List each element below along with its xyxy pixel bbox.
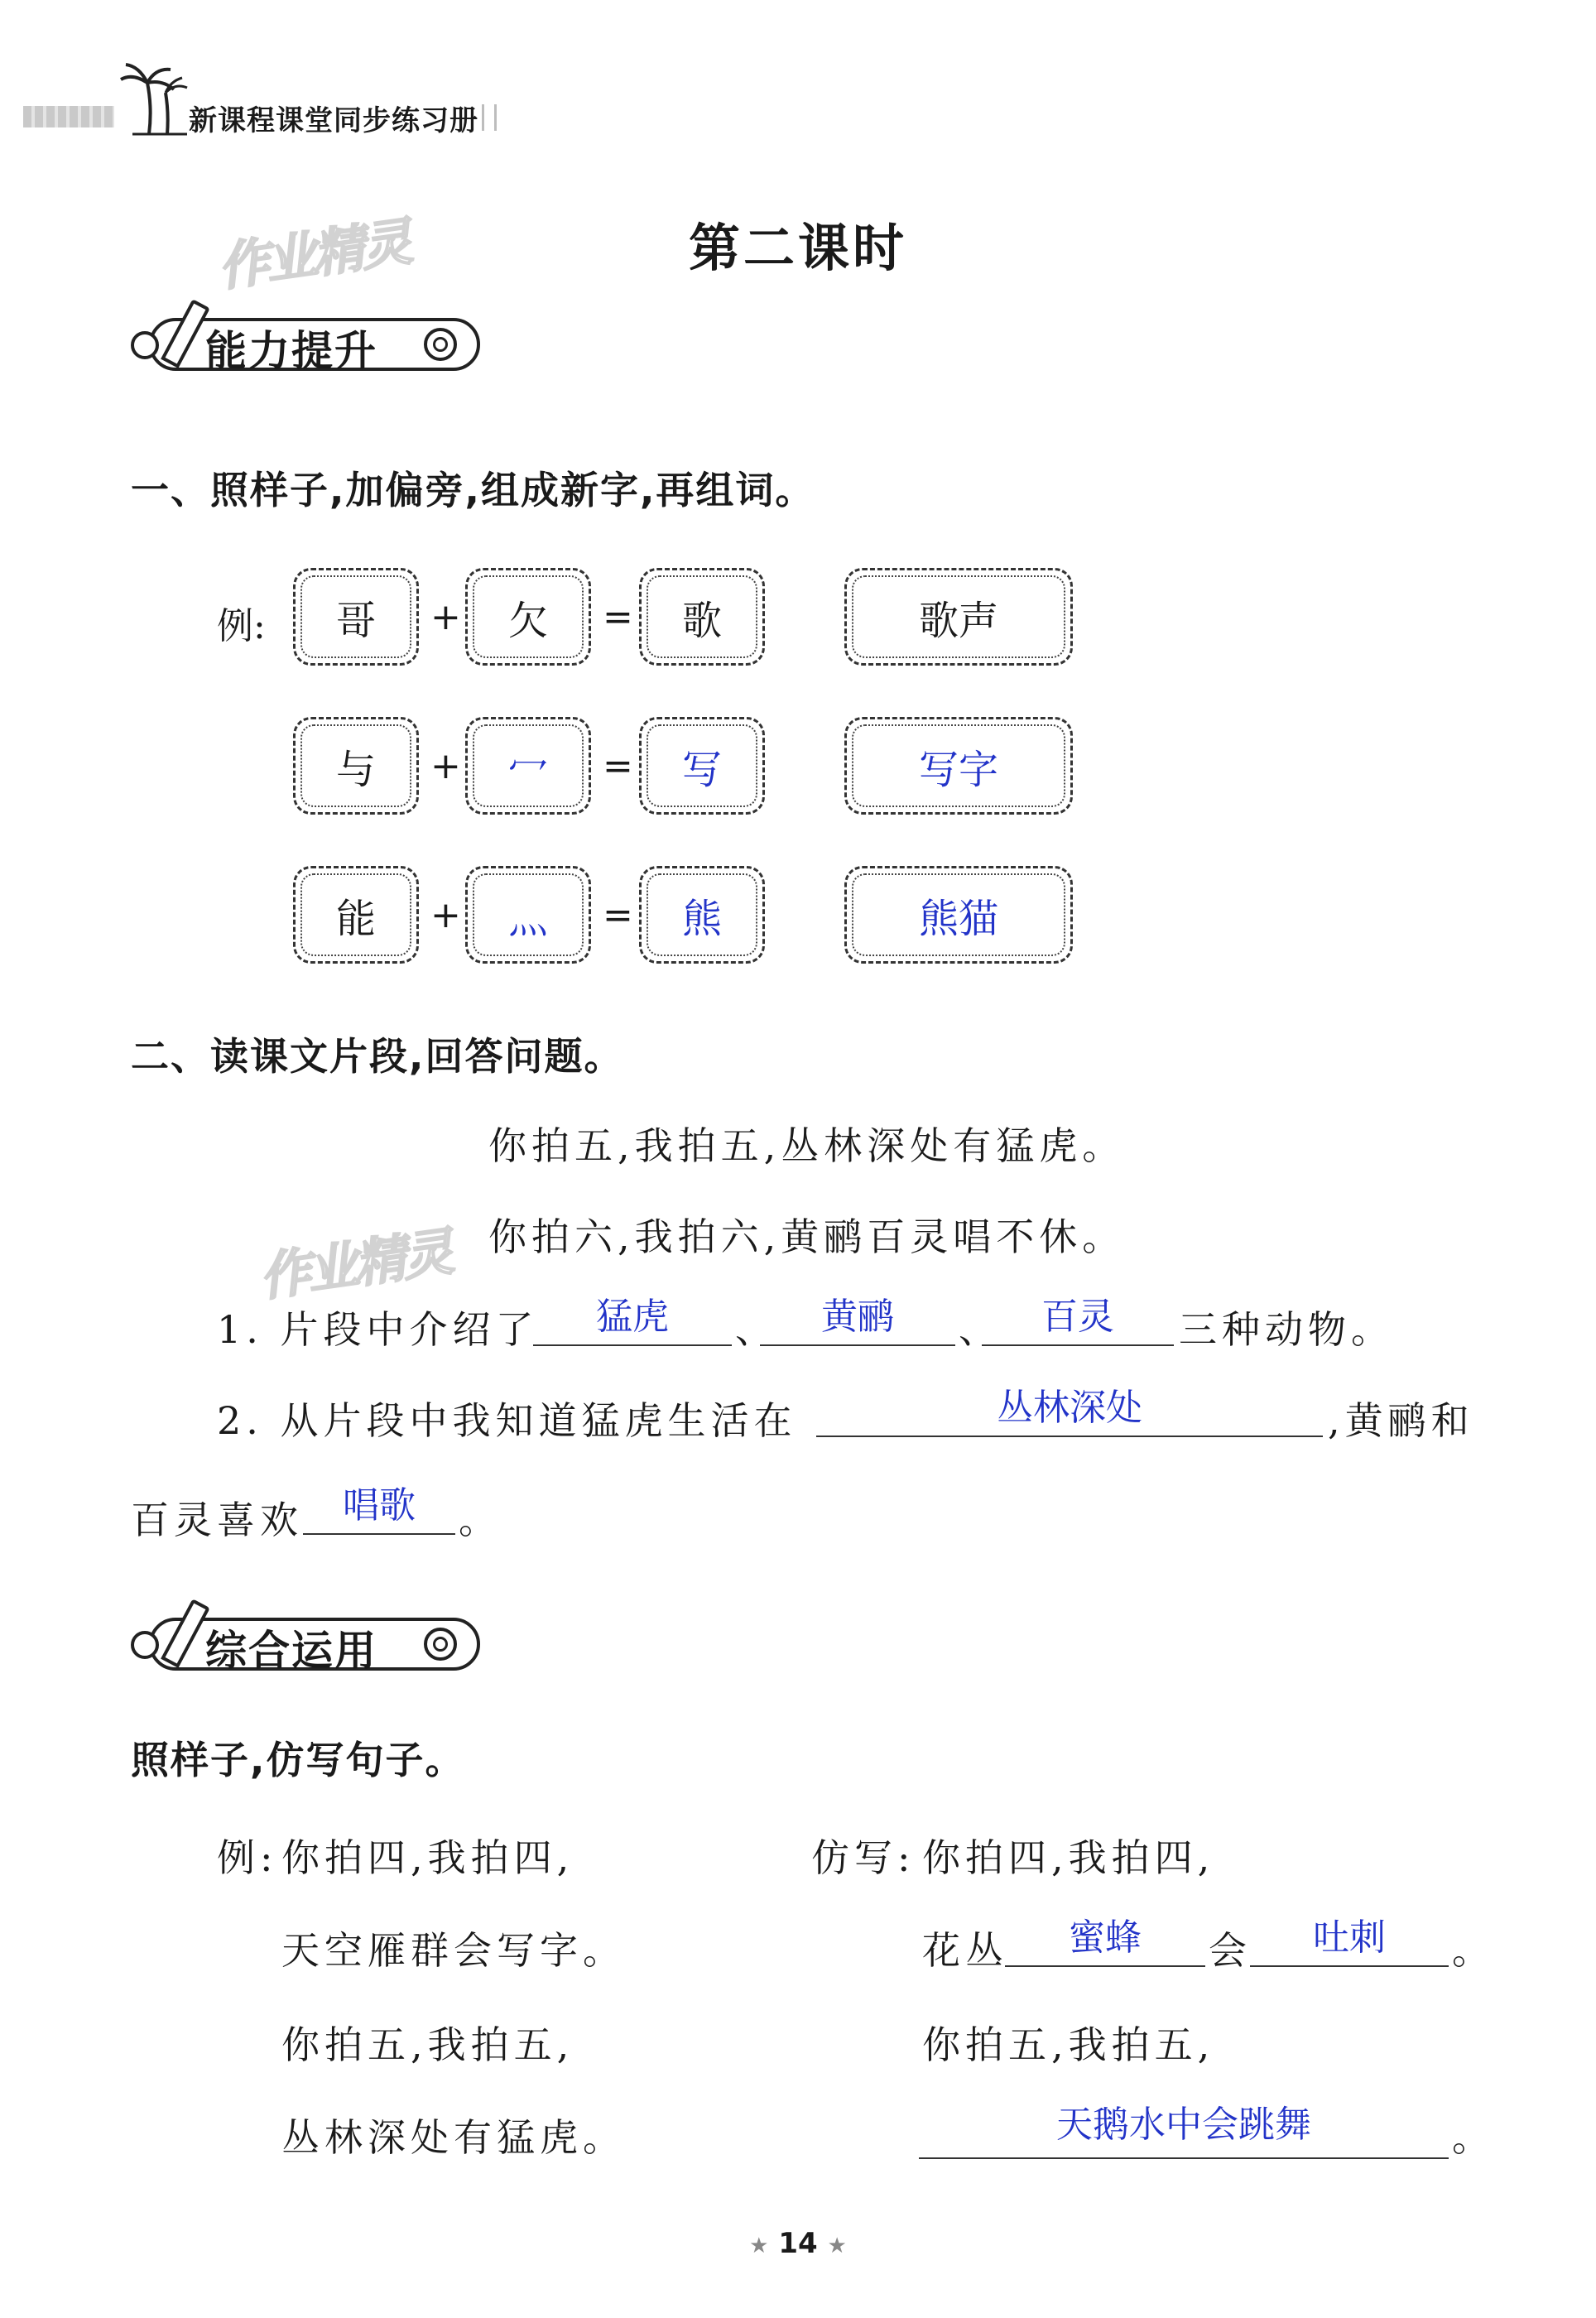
habitat-answer-field[interactable]: 丛林深处 bbox=[816, 1378, 1323, 1437]
star-icon: ★ bbox=[749, 2234, 769, 2258]
item-1-suffix: 三种动物。 bbox=[1179, 1307, 1394, 1352]
imitate-line: 你拍五,我拍五, bbox=[922, 2022, 1215, 2067]
hobby-answer-field[interactable]: 唱歌 bbox=[303, 1475, 455, 1535]
radical-box: 欠 bbox=[465, 568, 591, 666]
plus-sign: + bbox=[430, 745, 461, 787]
example-line: 你拍四,我拍四, bbox=[281, 1835, 574, 1880]
section-tag-application bbox=[131, 1606, 487, 1679]
header-decoration bbox=[23, 106, 114, 127]
separator: 、 bbox=[959, 1307, 1002, 1352]
passage-line: 你拍六,我拍六,黄鹂百灵唱不休。 bbox=[488, 1214, 1126, 1259]
example-line: 丛林深处有猛虎。 bbox=[281, 2115, 626, 2160]
item-2-line2-prefix: 百灵喜欢 bbox=[131, 1498, 303, 1542]
section-tag-ability bbox=[131, 306, 487, 379]
radical-answer-box[interactable]: 灬 bbox=[465, 866, 591, 964]
item-2-end: 。 bbox=[459, 1498, 502, 1542]
plus-sign: + bbox=[430, 894, 461, 936]
ring-icon bbox=[424, 1628, 457, 1661]
section-tag-label: 综合运用 bbox=[205, 1627, 377, 1675]
watermark: 作业精灵 bbox=[214, 211, 413, 298]
imitate-line-end: 。 bbox=[1452, 1928, 1495, 1973]
example-label: 例: bbox=[217, 605, 266, 647]
ring-icon bbox=[424, 328, 457, 361]
word-answer-box[interactable]: 写字 bbox=[844, 717, 1073, 815]
star-icon: ★ bbox=[827, 2234, 847, 2258]
base-char-box: 与 bbox=[293, 717, 419, 815]
imitate-answer-field[interactable]: 吐刺 bbox=[1250, 1907, 1449, 1967]
imitate-line-mid: 会 bbox=[1209, 1928, 1252, 1973]
item-1-prefix: 1. 片段中介绍了 bbox=[217, 1307, 539, 1352]
new-char-answer-box[interactable]: 熊 bbox=[639, 866, 765, 964]
header-divider bbox=[482, 104, 497, 131]
equals-sign: = bbox=[603, 596, 633, 638]
page-title: 第二课时 bbox=[688, 218, 907, 278]
plus-sign: + bbox=[430, 596, 461, 638]
imitate-sentence-field[interactable]: 天鹅水中会跳舞 bbox=[919, 2094, 1449, 2159]
imitate-line: 你拍四,我拍四, bbox=[922, 1835, 1215, 1880]
equals-sign: = bbox=[603, 745, 633, 787]
example-line: 天空雁群会写字。 bbox=[281, 1928, 626, 1973]
item-2-prefix: 2. 从片段中我知道猛虎生活在 bbox=[217, 1398, 797, 1443]
base-char-box: 哥 bbox=[293, 568, 419, 666]
imitate-label: 仿写: bbox=[811, 1835, 916, 1880]
word-answer-box[interactable]: 熊猫 bbox=[844, 866, 1073, 964]
imitate-answer-field[interactable]: 蜜蜂 bbox=[1005, 1907, 1205, 1967]
animal-answer-field[interactable]: 黄鹂 bbox=[760, 1286, 955, 1346]
page-number bbox=[0, 2227, 1596, 2260]
item-2-mid: ,黄鹂和 bbox=[1328, 1398, 1474, 1443]
animal-answer-field[interactable]: 百灵 bbox=[982, 1286, 1174, 1346]
separator: 、 bbox=[735, 1307, 778, 1352]
new-char-answer-box[interactable]: 写 bbox=[639, 717, 765, 815]
word-box: 歌声 bbox=[844, 568, 1073, 666]
animal-answer-field[interactable]: 猛虎 bbox=[533, 1286, 732, 1346]
page-number-text: 14 bbox=[778, 2227, 818, 2260]
imitate-line-prefix: 花丛 bbox=[922, 1928, 1008, 1973]
equals-sign: = bbox=[603, 894, 633, 936]
palm-tree-icon bbox=[116, 58, 190, 137]
example-label: 例: bbox=[217, 1835, 278, 1880]
workbook-title: 新课程课堂同步练习册 bbox=[189, 104, 478, 137]
section-2-title: 照样子,仿写句子。 bbox=[131, 1738, 465, 1782]
question-2-title: 二、读课文片段,回答问题。 bbox=[131, 1034, 624, 1079]
watermark: 作业精灵 bbox=[255, 1221, 454, 1308]
radical-answer-box[interactable]: 冖 bbox=[465, 717, 591, 815]
passage-line: 你拍五,我拍五,丛林深处有猛虎。 bbox=[488, 1123, 1126, 1168]
imitate-line-end: 。 bbox=[1452, 2115, 1495, 2160]
example-line: 你拍五,我拍五, bbox=[281, 2022, 574, 2067]
new-char-box: 歌 bbox=[639, 568, 765, 666]
question-1-title: 一、照样子,加偏旁,组成新字,再组词。 bbox=[131, 468, 815, 512]
section-tag-label: 能力提升 bbox=[205, 327, 377, 375]
base-char-box: 能 bbox=[293, 866, 419, 964]
